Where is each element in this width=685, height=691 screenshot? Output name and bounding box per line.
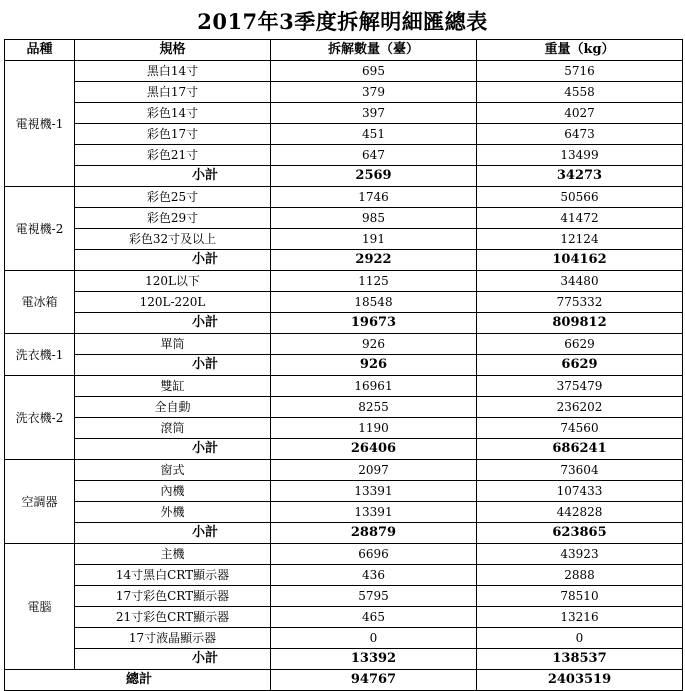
weight-cell: 50566 xyxy=(477,187,683,208)
weight-cell: 13216 xyxy=(477,607,683,628)
table-row xyxy=(5,418,683,439)
spec-cell: 彩色17寸 xyxy=(75,124,271,145)
table-row xyxy=(5,61,683,82)
table-row xyxy=(5,334,683,355)
table-row xyxy=(5,124,683,145)
total-row xyxy=(5,670,683,691)
subtotal-weight: 6629 xyxy=(477,355,683,376)
qty-cell: 926 xyxy=(271,334,477,355)
qty-cell: 13391 xyxy=(271,481,477,502)
spec-cell: 彩色14寸 xyxy=(75,103,271,124)
header-category: 品種 xyxy=(5,40,75,61)
spec-cell: 外機 xyxy=(75,502,271,523)
category-cell: 電冰箱 xyxy=(5,271,75,334)
subtotal-weight: 623865 xyxy=(477,523,683,544)
category-cell: 電腦 xyxy=(5,544,75,670)
qty-cell: 13391 xyxy=(271,502,477,523)
spec-cell: 彩色21寸 xyxy=(75,145,271,166)
table-row xyxy=(5,628,683,649)
subtotal-weight: 809812 xyxy=(477,313,683,334)
total-qty: 94767 xyxy=(271,670,477,691)
subtotal-weight: 34273 xyxy=(477,166,683,187)
total-weight: 2403519 xyxy=(477,670,683,691)
weight-cell: 6473 xyxy=(477,124,683,145)
table-row xyxy=(5,271,683,292)
subtotal-qty: 28879 xyxy=(271,523,477,544)
weight-cell: 74560 xyxy=(477,418,683,439)
subtotal-qty: 26406 xyxy=(271,439,477,460)
subtotal-weight: 104162 xyxy=(477,250,683,271)
summary-table xyxy=(4,39,683,691)
subtotal-row xyxy=(5,649,683,670)
qty-cell: 18548 xyxy=(271,292,477,313)
subtotal-qty: 13392 xyxy=(271,649,477,670)
spec-cell: 彩色29寸 xyxy=(75,208,271,229)
table-row xyxy=(5,208,683,229)
weight-cell: 442828 xyxy=(477,502,683,523)
category-cell: 洗衣機-1 xyxy=(5,334,75,376)
subtotal-weight: 686241 xyxy=(477,439,683,460)
subtotal-row xyxy=(5,313,683,334)
subtotal-label: 小計 xyxy=(75,313,271,334)
qty-cell: 647 xyxy=(271,145,477,166)
header-row xyxy=(5,40,683,61)
table-row xyxy=(5,565,683,586)
category-cell: 電視機-1 xyxy=(5,61,75,187)
table-row xyxy=(5,103,683,124)
spec-cell: 17寸液晶顯示器 xyxy=(75,628,271,649)
subtotal-qty: 2922 xyxy=(271,250,477,271)
qty-cell: 191 xyxy=(271,229,477,250)
header-qty: 拆解數量（臺） xyxy=(271,40,477,61)
category-cell: 洗衣機-2 xyxy=(5,376,75,460)
qty-cell: 1125 xyxy=(271,271,477,292)
qty-cell: 0 xyxy=(271,628,477,649)
subtotal-weight: 138537 xyxy=(477,649,683,670)
spec-cell: 主機 xyxy=(75,544,271,565)
category-cell: 電視機-2 xyxy=(5,187,75,271)
spec-cell: 彩色32寸及以上 xyxy=(75,229,271,250)
subtotal-label: 小計 xyxy=(75,166,271,187)
subtotal-row xyxy=(5,166,683,187)
weight-cell: 4558 xyxy=(477,82,683,103)
spec-cell: 120L以下 xyxy=(75,271,271,292)
weight-cell: 43923 xyxy=(477,544,683,565)
weight-cell: 78510 xyxy=(477,586,683,607)
table-row xyxy=(5,397,683,418)
spec-cell: 120L-220L xyxy=(75,292,271,313)
spec-cell: 單筒 xyxy=(75,334,271,355)
header-weight: 重量（kg） xyxy=(477,40,683,61)
spec-cell: 黑白14寸 xyxy=(75,61,271,82)
weight-cell: 4027 xyxy=(477,103,683,124)
weight-cell: 2888 xyxy=(477,565,683,586)
subtotal-label: 小計 xyxy=(75,439,271,460)
weight-cell: 34480 xyxy=(477,271,683,292)
qty-cell: 436 xyxy=(271,565,477,586)
subtotal-row xyxy=(5,250,683,271)
qty-cell: 465 xyxy=(271,607,477,628)
total-label: 總計 xyxy=(5,670,271,691)
weight-cell: 236202 xyxy=(477,397,683,418)
header-spec: 規格 xyxy=(75,40,271,61)
spec-cell: 黑白17寸 xyxy=(75,82,271,103)
table-row xyxy=(5,586,683,607)
qty-cell: 8255 xyxy=(271,397,477,418)
weight-cell: 41472 xyxy=(477,208,683,229)
qty-cell: 1190 xyxy=(271,418,477,439)
subtotal-qty: 926 xyxy=(271,355,477,376)
table-row xyxy=(5,481,683,502)
spec-cell: 內機 xyxy=(75,481,271,502)
weight-cell: 375479 xyxy=(477,376,683,397)
weight-cell: 5716 xyxy=(477,61,683,82)
weight-cell: 6629 xyxy=(477,334,683,355)
page-title: 2017年3季度拆解明細匯總表 xyxy=(197,9,488,34)
weight-cell: 107433 xyxy=(477,481,683,502)
qty-cell: 1746 xyxy=(271,187,477,208)
weight-cell: 73604 xyxy=(477,460,683,481)
qty-cell: 2097 xyxy=(271,460,477,481)
weight-cell: 0 xyxy=(477,628,683,649)
table-row xyxy=(5,82,683,103)
subtotal-label: 小計 xyxy=(75,523,271,544)
table-body xyxy=(5,61,683,691)
qty-cell: 451 xyxy=(271,124,477,145)
table-row xyxy=(5,502,683,523)
table-row xyxy=(5,460,683,481)
spec-cell: 雙缸 xyxy=(75,376,271,397)
qty-cell: 16961 xyxy=(271,376,477,397)
weight-cell: 13499 xyxy=(477,145,683,166)
table-row xyxy=(5,607,683,628)
subtotal-row xyxy=(5,523,683,544)
weight-cell: 775332 xyxy=(477,292,683,313)
spec-cell: 21寸彩色CRT顯示器 xyxy=(75,607,271,628)
spec-cell: 滾筒 xyxy=(75,418,271,439)
subtotal-row xyxy=(5,355,683,376)
subtotal-label: 小計 xyxy=(75,355,271,376)
table-row xyxy=(5,376,683,397)
table-row xyxy=(5,187,683,208)
table-row xyxy=(5,544,683,565)
subtotal-row xyxy=(5,439,683,460)
subtotal-label: 小計 xyxy=(75,250,271,271)
subtotal-label: 小計 xyxy=(75,649,271,670)
subtotal-qty: 2569 xyxy=(271,166,477,187)
qty-cell: 695 xyxy=(271,61,477,82)
qty-cell: 5795 xyxy=(271,586,477,607)
spec-cell: 17寸彩色CRT顯示器 xyxy=(75,586,271,607)
qty-cell: 6696 xyxy=(271,544,477,565)
qty-cell: 985 xyxy=(271,208,477,229)
weight-cell: 12124 xyxy=(477,229,683,250)
spec-cell: 14寸黑白CRT顯示器 xyxy=(75,565,271,586)
table-row xyxy=(5,229,683,250)
spec-cell: 彩色25寸 xyxy=(75,187,271,208)
subtotal-qty: 19673 xyxy=(271,313,477,334)
table-row xyxy=(5,145,683,166)
qty-cell: 379 xyxy=(271,82,477,103)
table-row xyxy=(5,292,683,313)
qty-cell: 397 xyxy=(271,103,477,124)
spec-cell: 全自動 xyxy=(75,397,271,418)
category-cell: 空調器 xyxy=(5,460,75,544)
spec-cell: 窗式 xyxy=(75,460,271,481)
